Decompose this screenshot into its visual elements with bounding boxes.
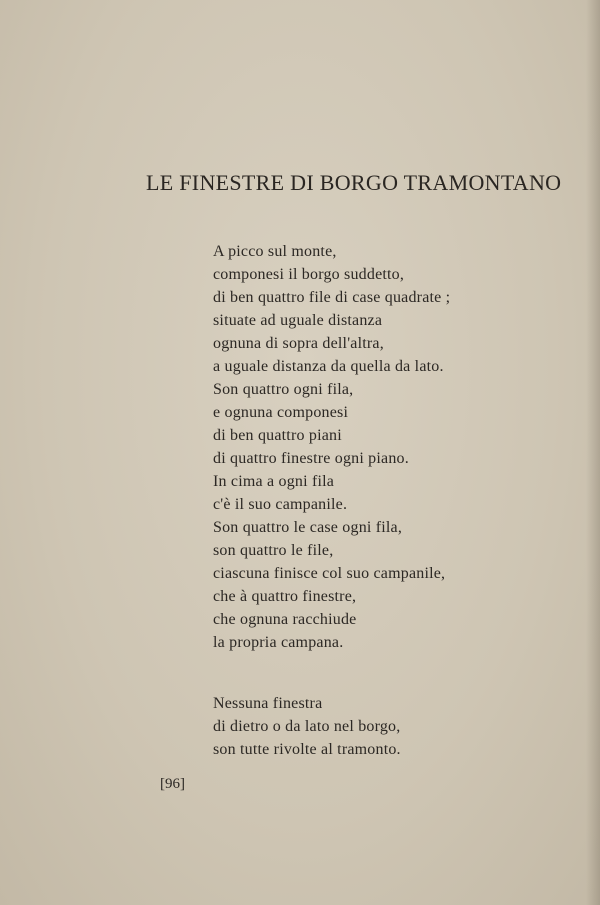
page-edge-shadow — [586, 0, 600, 905]
poem-line: son quattro le file, — [213, 542, 334, 559]
poem-line: di ben quattro file di case quadrate ; — [213, 289, 451, 306]
poem-line: Son quattro le case ogni fila, — [213, 519, 403, 536]
poem-line: che à quattro finestre, — [213, 588, 357, 605]
poem-line: son tutte rivolte al tramonto. — [213, 741, 401, 758]
poem-line: situate ad uguale distanza — [213, 312, 383, 329]
poem-line: Son quattro ogni fila, — [213, 381, 354, 398]
poem-line: c'è il suo campanile. — [213, 496, 348, 513]
poem-line: ognuna di sopra dell'altra, — [213, 335, 384, 352]
poem-line: componesi il borgo suddetto, — [213, 266, 405, 283]
poem-line: ciascuna finisce col suo campanile, — [213, 565, 446, 582]
poem-line: di quattro finestre ogni piano. — [213, 450, 409, 467]
stanza-1 — [213, 240, 573, 654]
poem-line: la propria campana. — [213, 634, 344, 651]
poem-line: a uguale distanza da quella da lato. — [213, 358, 444, 375]
poem-line: e ognuna componesi — [213, 404, 349, 421]
poem-line: di dietro o da lato nel borgo, — [213, 718, 401, 735]
poem-line: di ben quattro piani — [213, 427, 342, 444]
poem-line: che ognuna racchiude — [213, 611, 357, 628]
poem-line: Nessuna finestra — [213, 695, 323, 712]
poem-line: In cima a ogni fila — [213, 473, 335, 490]
page-number: [96] — [160, 776, 185, 792]
stanza-2 — [213, 692, 573, 761]
poem-line: A picco sul monte, — [213, 243, 337, 260]
poem-title: LE FINESTRE DI BORGO TRAMONTANO — [146, 170, 562, 195]
